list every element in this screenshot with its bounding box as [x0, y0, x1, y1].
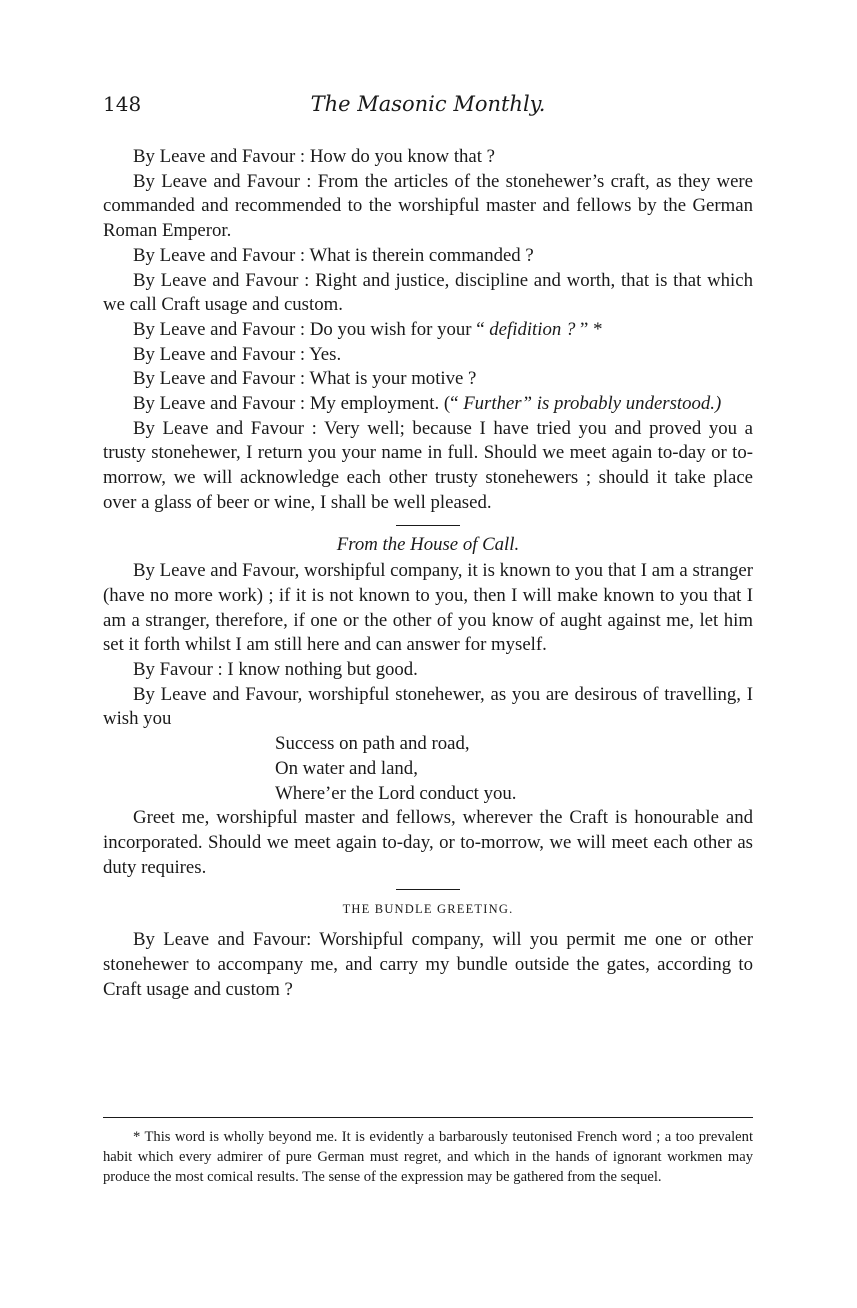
- dialogue-line: By Leave and Favour : My employment. (“ Further” is probably understood.): [133, 393, 722, 415]
- footnote-divider: [103, 1117, 753, 1118]
- italic-note: Further” is probably understood.): [463, 393, 722, 415]
- dialogue-line: By Leave and Favour : Right and justice, discipline and worth, that is that which we call Craft usage and custom.: [103, 269, 753, 316]
- page-number: 148: [103, 92, 142, 116]
- paragraph: By Leave and Favour: Worshipful company, will you permit me one or other stonehewer to accompany me, and carry my bundle outside the gates, according to Craft usage and custom ?: [103, 929, 753, 1000]
- verse-line: Success on path and road,: [275, 733, 470, 755]
- section-heading: From the House of Call.: [336, 533, 520, 555]
- dialogue-line: By Leave and Favour : What is therein commanded ?: [133, 244, 534, 266]
- verse-line: On water and land,: [275, 757, 418, 779]
- section-divider: [396, 889, 460, 890]
- dialogue-line: By Leave and Favour : Very well; because I have tried you and proved you a trusty stonehewer, I return you your name in full. Should we meet again to-day or to-morrow, we will acknowledge each other trusty stonehewers ; should it take place over a glass of beer or wine, I shall be well pleased.: [103, 417, 753, 513]
- paragraph: By Leave and Favour, worshipful company, it is known to you that I am a stranger (have no more work) ; if it is not known to you, then I will make known to you that I am a stranger, therefore, if one or the other of you know of aught against me, let him set it forth whilst I am still here and can answer for myself.: [103, 560, 753, 656]
- dialogue-line: By Leave and Favour : From the articles of the stonehewer’s craft, as they were commanded and recommended to the worshipful master and fellows by the German Roman Emperor.: [103, 170, 753, 242]
- dialogue-line: By Leave and Favour : Yes.: [133, 343, 342, 365]
- italic-term: defidition ?: [489, 318, 576, 340]
- paragraph: By Leave and Favour, worshipful stonehewer, as you are desirous of travelling, I wish you: [103, 683, 753, 730]
- dialogue-line: By Leave and Favour : What is your motive ?: [133, 368, 477, 390]
- dialogue-line: By Leave and Favour : How do you know that ?: [133, 146, 496, 167]
- section-heading: THE BUNDLE GREETING.: [342, 902, 514, 917]
- footnote: * This word is wholly beyond me. It is evidently a barbarously teutonised French word ; a too prevalent habit which every admirer of pure German must regret, and which in the hands of ignorant workmen may produce the most comical results. The sense of the expression may be gathered from the sequel.: [103, 1129, 753, 1185]
- paragraph: Greet me, worshipful master and fellows, wherever the Craft is honourable and incorporated. Should we meet again to-day, or to-morrow, we will meet each other as duty requires.: [103, 807, 753, 878]
- body-text: [103, 145, 753, 1002]
- verse-line: Where’er the Lord conduct you.: [275, 782, 517, 804]
- paragraph: By Favour : I know nothing but good.: [133, 659, 418, 681]
- running-title: The Masonic Monthly.: [310, 92, 546, 116]
- dialogue-line: By Leave and Favour : Do you wish for your “ defidition ? ” *: [133, 318, 603, 340]
- page-header: [103, 92, 753, 122]
- section-divider: [396, 525, 460, 526]
- footnotes: [103, 1127, 753, 1187]
